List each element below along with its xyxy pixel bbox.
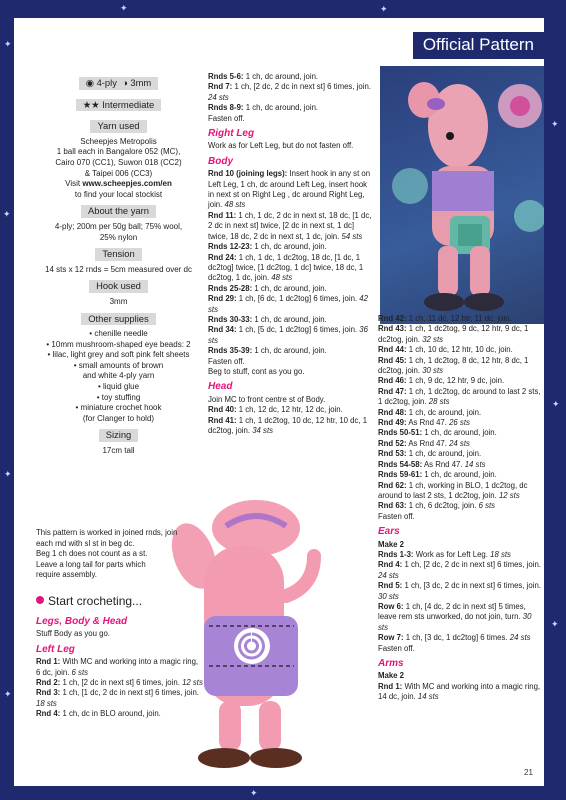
pattern-row: Rnds 8-9: 1 ch, dc around, join. <box>208 103 319 113</box>
crochet-clanger-photo <box>380 66 544 324</box>
pattern-row: Rnd 34: 1 ch, [5 dc, 1 dc2tog] 6 times, join. 36 sts <box>208 325 368 345</box>
star-icon: ✦ <box>551 119 559 129</box>
star-icon: ✦ <box>4 39 12 49</box>
star-icon: ✦ <box>250 788 258 798</box>
bullet-icon <box>36 596 44 604</box>
watermark: PassionForum.ru <box>440 770 509 780</box>
star-icon: ✦ <box>3 209 11 219</box>
yarn-ball-icon: ◉ <box>85 77 94 88</box>
section-heading: Left Leg <box>36 643 75 655</box>
fasten-off: Fasten off. <box>378 511 415 521</box>
pattern-row: Rnds 5-6: 1 ch, dc around, join. <box>208 72 319 81</box>
section-heading: Ears <box>378 526 400 538</box>
pattern-row: Rnd 45: 1 ch, 1 dc2tog, 8 dc, 12 htr, 8 dc, 1 dc2tog, join. 30 sts <box>378 355 529 376</box>
pattern-row: Rnd 2: 1 ch, [2 dc in next st] 6 times, join. 12 sts <box>36 678 203 688</box>
level-chip <box>76 99 162 112</box>
text-line: Scheepjes Metropolis <box>80 136 157 146</box>
section-heading: Right Leg <box>208 128 255 140</box>
pattern-row: Rnd 41: 1 ch, 1 dc2tog, 10 dc, 12 htr, 10 dc, 1 dc2tog, join. 34 sts <box>208 415 368 435</box>
page <box>14 18 544 786</box>
pattern-row: Rnds 50-51: 1 ch, dc around, join. <box>378 428 497 438</box>
star-icon: ✦ <box>4 469 12 479</box>
pattern-row: Rnd 46: 1 ch, 9 dc, 12 htr, 9 dc, join. <box>378 376 505 386</box>
text-line: 3mm <box>109 296 128 306</box>
text-line: • toy stuffing <box>96 392 141 402</box>
summary-chip <box>79 77 158 90</box>
text-line: and white 4-ply yarn <box>82 371 155 381</box>
pattern-row: Rnd 24: 1 ch, 1 dc, 1 dc2tog, 18 dc, [1 dc, 1 dc2tog] twice, [1 dc2tog, 1 dc] twice, 18 dc, 1 dc2tog, 1 dc, join. 48 sts <box>208 252 364 283</box>
star-icon: ✦ <box>551 619 559 629</box>
star-icon: ✦ <box>120 3 128 13</box>
pattern-column-middle <box>208 72 373 436</box>
pattern-row: Rnd 1: With MC and working into a magic ring, 14 dc, join. 14 sts <box>378 681 541 702</box>
section-heading: Tension <box>95 248 141 261</box>
star-icon: ✦ <box>380 4 388 14</box>
hook-summary: 3mm <box>130 77 152 88</box>
pattern-row: Rnd 63: 1 ch, 6 dc2tog, join. 6 sts <box>378 501 496 511</box>
pattern-row: Rnd 49: As Rnd 47. 26 sts <box>378 418 470 428</box>
star-rating-icon: ★★ <box>82 98 100 110</box>
instruction: Work as for Left Leg, but do not fasten off. <box>208 141 354 151</box>
skill-level: Intermediate <box>102 98 155 110</box>
pattern-row: Rnd 7: 1 ch, [2 dc, 2 dc in next st] 6 times, join. 24 sts <box>208 82 371 102</box>
pattern-column-right <box>378 314 542 703</box>
hook-icon: ◑ <box>122 77 128 88</box>
pattern-row: Rnd 44: 1 ch, 10 dc, 12 htr, 10 dc, join. <box>378 345 513 355</box>
pattern-row: Rnd 43: 1 ch, 1 dc2tog, 9 dc, 12 htr, 9 dc, 1 dc2tog, join. 32 sts <box>378 324 529 344</box>
fasten-off: Fasten off. <box>208 113 245 123</box>
section-heading: Legs, Body & Head <box>36 616 128 627</box>
pattern-row: Rnds 12-23: 1 ch, dc around, join. <box>208 242 327 252</box>
pattern-row: Rnds 59-61: 1 ch, dc around, join. <box>378 470 497 480</box>
pattern-row: Rnds 35-39: 1 ch, dc around, join. <box>208 346 327 356</box>
pattern-row: Rnd 11: 1 ch, 1 dc, 2 dc in next st, 18 dc, [1 dc, 2 dc in next st] twice, [2 dc in next st, 1 dc] twice, 18 dc, 2 dc in next st, 1 dc, join. 54 sts <box>208 210 372 241</box>
section-heading: Sizing <box>99 429 139 442</box>
pattern-row: Rnd 1: With MC and working into a magic ring, 6 dc, join. 6 sts <box>36 657 199 677</box>
fasten-off: Fasten off. <box>378 643 415 653</box>
text-line: • liquid glue <box>97 382 140 392</box>
stockist-link[interactable]: www.scheepjes.com/en <box>82 179 172 189</box>
yarn-weight: 4-ply <box>96 77 117 88</box>
pattern-row: Rnd 4: 1 ch, [2 dc, 2 dc in next st] 6 times, join. 24 sts <box>378 560 541 580</box>
pattern-row: Rnd 40: 1 ch, 12 dc, 12 htr, 12 dc, join. <box>208 405 343 415</box>
text-line: 25% nylon <box>99 232 138 242</box>
section-heading: Arms <box>378 658 404 669</box>
section-heading: Head <box>208 381 233 393</box>
pattern-row: Row 6: 1 ch, [4 dc, 2 dc in next st] 5 times, leave rem sts unworked, do not join, turn. 30 sts <box>378 601 532 632</box>
text-line: 14 sts x 12 rnds = 5cm measured over dc <box>45 264 192 274</box>
pattern-row: Rnds 25-28: 1 ch, dc around, join. <box>208 283 327 293</box>
text-line: & Taipei 006 (CC3) <box>84 168 153 178</box>
text-line: 1 ball each in Bangalore 052 (MC), <box>56 147 181 157</box>
star-icon: ✦ <box>4 689 12 699</box>
section-heading: Body <box>208 155 233 167</box>
text-line: • small amounts of brown <box>73 360 164 370</box>
text-line: 4-ply; 200m per 50g ball; 75% wool, <box>54 221 183 231</box>
text-line: (for Clanger to hold) <box>82 413 155 423</box>
text-line: • lilac, light grey and soft pink felt sheets <box>47 350 190 360</box>
text-line: 17cm tall <box>102 446 135 456</box>
page-number: 21 <box>524 768 533 777</box>
star-icon: ✦ <box>552 399 560 409</box>
make-count: Make 2 <box>378 671 405 681</box>
pattern-row: Rnd 48: 1 ch, dc around, join. <box>378 407 482 417</box>
pattern-row: Rnd 53: 1 ch, dc around, join. <box>378 449 482 459</box>
pattern-row: Rnd 10 (joining legs): Insert hook in any st on Left Leg, 1 ch, dc around Left Leg, insert hook in next st on Right Leg , dc around Right Leg, join. 48 sts <box>208 169 371 210</box>
pattern-row: Rnds 54-58: As Rnd 47. 14 sts <box>378 459 486 469</box>
section-heading: About the yarn <box>81 205 156 218</box>
pattern-row: Row 7: 1 ch, [3 dc, 1 dc2tog] 6 times. 24 sts <box>378 633 531 643</box>
intro-text: This pattern is worked in joined rnds, join each rnd with sl st in beg dc. Beg 1 ch does not count as a st. Leave a long tail for parts which require assembly. <box>36 528 178 580</box>
section-heading: Other supplies <box>81 313 155 326</box>
text-line: • 10mm mushroom-shaped eye beads: 2 <box>46 339 191 349</box>
text-line: • chenille needle <box>89 329 148 339</box>
section-heading: Hook used <box>89 280 148 293</box>
toy-photo <box>380 66 544 324</box>
text-line: to find your local stockist <box>74 189 163 199</box>
pattern-row: Rnd 5: 1 ch, [3 dc, 2 dc in next st] 6 times, join. 30 sts <box>378 581 541 601</box>
text-line: Cairo 070 (CC1), Suwon 018 (CC2) <box>55 157 182 167</box>
start-heading: Start crocheting... <box>36 594 142 608</box>
visit-line: Visit www.scheepjes.com/en <box>65 179 172 189</box>
page-title: Official Pattern <box>413 32 544 59</box>
pattern-row: Rnd 3: 1 ch, [1 dc, 2 dc in next st] 6 times, join. 18 sts <box>36 688 199 708</box>
fasten-off: Fasten off. <box>208 356 245 366</box>
pattern-row: Rnd 62: 1 ch, working in BLO, 1 dc2tog, dc around to last 2 sts, 1 dc2tog, join. 12 sts <box>378 480 528 500</box>
section-heading: Yarn used <box>90 120 146 133</box>
pattern-row: Rnd 4: 1 ch, dc in BLO around, join. <box>36 709 161 719</box>
supplies-column <box>36 72 201 457</box>
pattern-row: Rnds 30-33: 1 ch, dc around, join. <box>208 314 327 324</box>
pattern-row: Rnds 1-3: Work as for Left Leg. 18 sts <box>378 549 511 559</box>
pattern-row: Rnd 42: 1 ch, 11 dc, 12 htr, 11 dc, join. <box>378 314 512 323</box>
make-count: Make 2 <box>378 539 405 549</box>
pattern-row: Rnd 52: As Rnd 47. 24 sts <box>378 438 470 448</box>
pattern-row: Rnd 47: 1 ch, 1 dc2tog, dc around to last 2 sts, 1 dc2tog, join. 28 sts <box>378 386 541 407</box>
instruction: Join MC to front centre st of Body. <box>208 394 326 404</box>
pattern-row: Rnd 29: 1 ch, [6 dc, 1 dc2tog] 6 times, join. 42 sts <box>208 294 368 314</box>
instruction: Stuff Body as you go. <box>36 629 110 639</box>
pattern-column-left <box>36 612 204 720</box>
text-line: • miniature crochet hook <box>75 403 162 413</box>
instruction: Beg to stuff, cont as you go. <box>208 366 305 376</box>
